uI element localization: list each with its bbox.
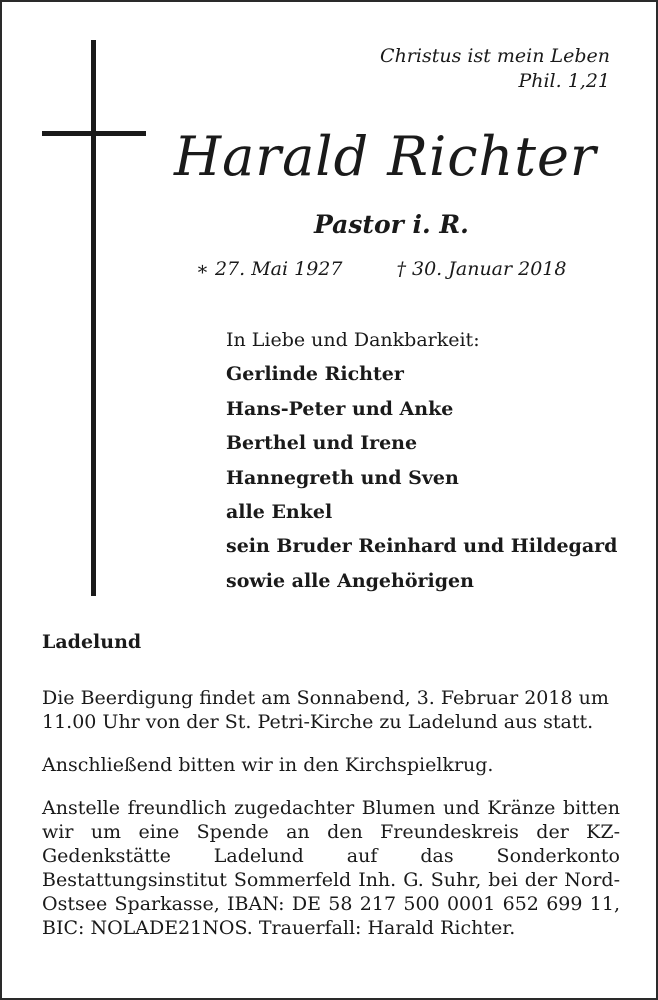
mourner-name: alle Enkel: [226, 501, 333, 524]
mourners-list: [226, 323, 617, 598]
donation-paragraph: Anstelle freundlich zugedachter Blumen und Kränze bitten wir um eine Spende an den Freundeskreis der KZ-Gedenkstätte Ladelund auf das Sonderkonto Bestattungsinstitut Sommerfeld Inh. G. Suhr, bei der Nord-Ostsee Sparkasse, IBAN: DE 58 217 500 0001 652 699 11, BIC: NOLADE21NOS. Trauerfall: Harald Richter.: [42, 797, 620, 939]
mourner-name: Berthel und Irene: [226, 432, 418, 455]
mourners-intro: In Liebe und Dankbarkeit:: [226, 329, 480, 351]
deceased-title: Pastor i. R.: [314, 210, 469, 239]
bible-motto: [380, 44, 610, 94]
birth-date: ∗ 27. Mai 1927: [196, 258, 343, 280]
cross-icon: [91, 40, 96, 596]
cross-icon-bar: [42, 131, 146, 136]
mourner-name: sein Bruder Reinhard und Hildegard: [226, 535, 618, 558]
motto-reference: Phil. 1,21: [518, 70, 610, 92]
mourner-name: Gerlinde Richter: [226, 363, 404, 386]
mourner-name: sowie alle Angehörigen: [226, 569, 474, 592]
life-dates: [196, 258, 567, 280]
gathering-paragraph: Anschließend bitten wir in den Kirchspielkrug.: [42, 754, 494, 776]
mourner-name: Hannegreth und Sven: [226, 466, 459, 489]
death-date: † 30. Januar 2018: [396, 258, 567, 280]
deceased-name: Harald Richter: [174, 125, 597, 188]
mourner-name: Hans-Peter und Anke: [226, 397, 454, 420]
funeral-paragraph: Die Beerdigung findet am Sonnabend, 3. Februar 2018 um 11.00 Uhr von der St. Petri-Kirche zu Ladelund aus statt.: [42, 687, 609, 733]
location-heading: Ladelund: [42, 631, 142, 653]
motto-quote: Christus ist mein Leben: [380, 45, 610, 67]
